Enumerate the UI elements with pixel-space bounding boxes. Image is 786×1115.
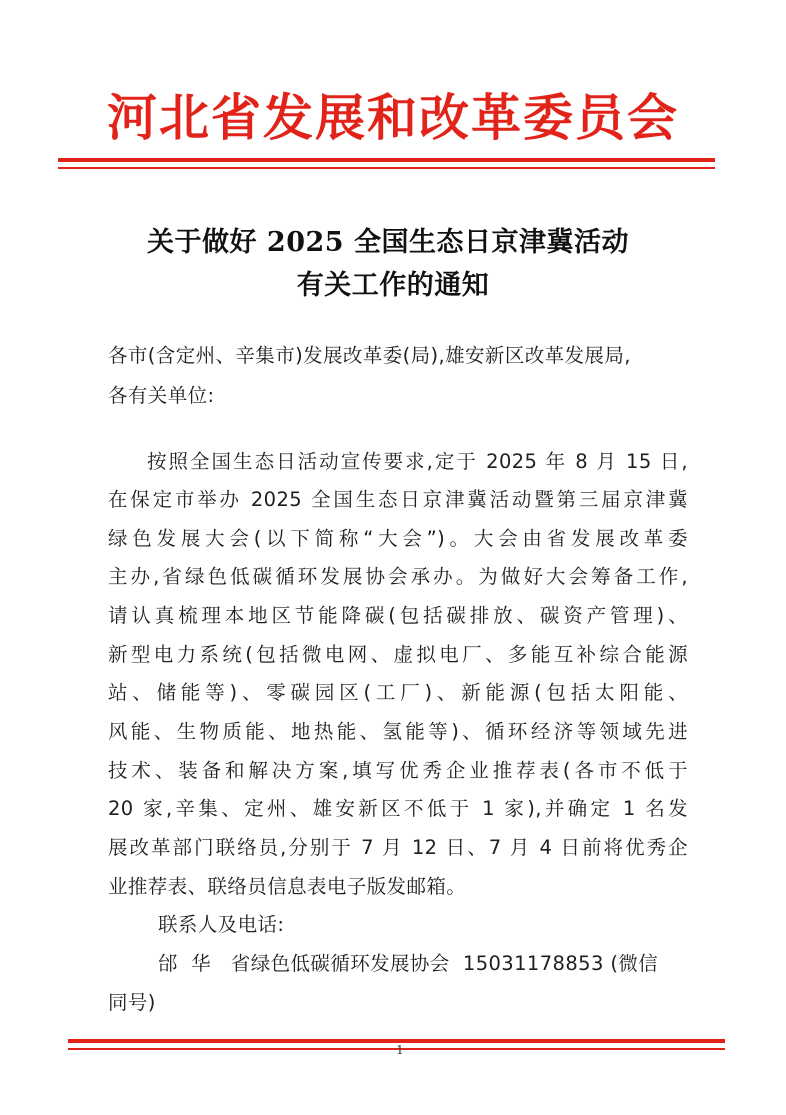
header-rule-thin — [58, 167, 715, 169]
body-line: 站、储能等)、零碳园区(工厂)、新能源(包括太阳能、 — [108, 681, 688, 704]
contact-line: 邰 华 省绿色低碳循环发展协会 15031178853 (微信 — [158, 952, 659, 975]
body-line: 请认真梳理本地区节能降碳(包括碳排放、碳资产管理)、 — [108, 604, 688, 627]
body-line: 展改革部门联络员,分别于 7 月 12 日、7 月 4 日前将优秀企 — [108, 836, 688, 859]
document-title-line-2: 有关工作的通知 — [296, 270, 490, 301]
body-line: 新型电力系统(包括微电网、虚拟电厂、多能互补综合能源 — [108, 643, 688, 666]
header-rule-thick — [58, 158, 715, 162]
body-line: 20 家,辛集、定州、雄安新区不低于 1 家),并确定 1 名发 — [108, 797, 688, 820]
page-number: 1 — [396, 1043, 404, 1057]
body-line: 主办,省绿色低碳循环发展协会承办。为做好大会筹备工作, — [108, 565, 688, 588]
body-line: 风能、生物质能、地热能、氢能等)、循环经济等领域先进 — [108, 720, 688, 743]
body-line: 业推荐表、联络员信息表电子版发邮箱。 — [108, 875, 467, 898]
body-line: 技术、装备和解决方案,填写优秀企业推荐表(各市不低于 — [108, 759, 688, 782]
body-line: 绿色发展大会(以下简称“大会”)。大会由省发展改革委 — [108, 527, 688, 550]
body-line: 按照全国生态日活动宣传要求,定于 2025 年 8 月 15 日, — [147, 450, 688, 473]
body-line: 在保定市举办 2025 全国生态日京津冀活动暨第三届京津冀 — [108, 488, 688, 511]
contact-heading: 联系人及电话: — [158, 913, 285, 936]
document-title-line-1: 关于做好 2025 全国生态日京津冀活动 — [147, 227, 629, 258]
issuer-header: 河北省发展和改革委员会 — [107, 88, 679, 147]
body-line: 各市(含定州、辛集市)发展改革委(局),雄安新区改革发展局, — [108, 344, 631, 367]
body-line: 各有关单位: — [108, 384, 215, 407]
contact-line-cont: 同号) — [108, 991, 156, 1014]
